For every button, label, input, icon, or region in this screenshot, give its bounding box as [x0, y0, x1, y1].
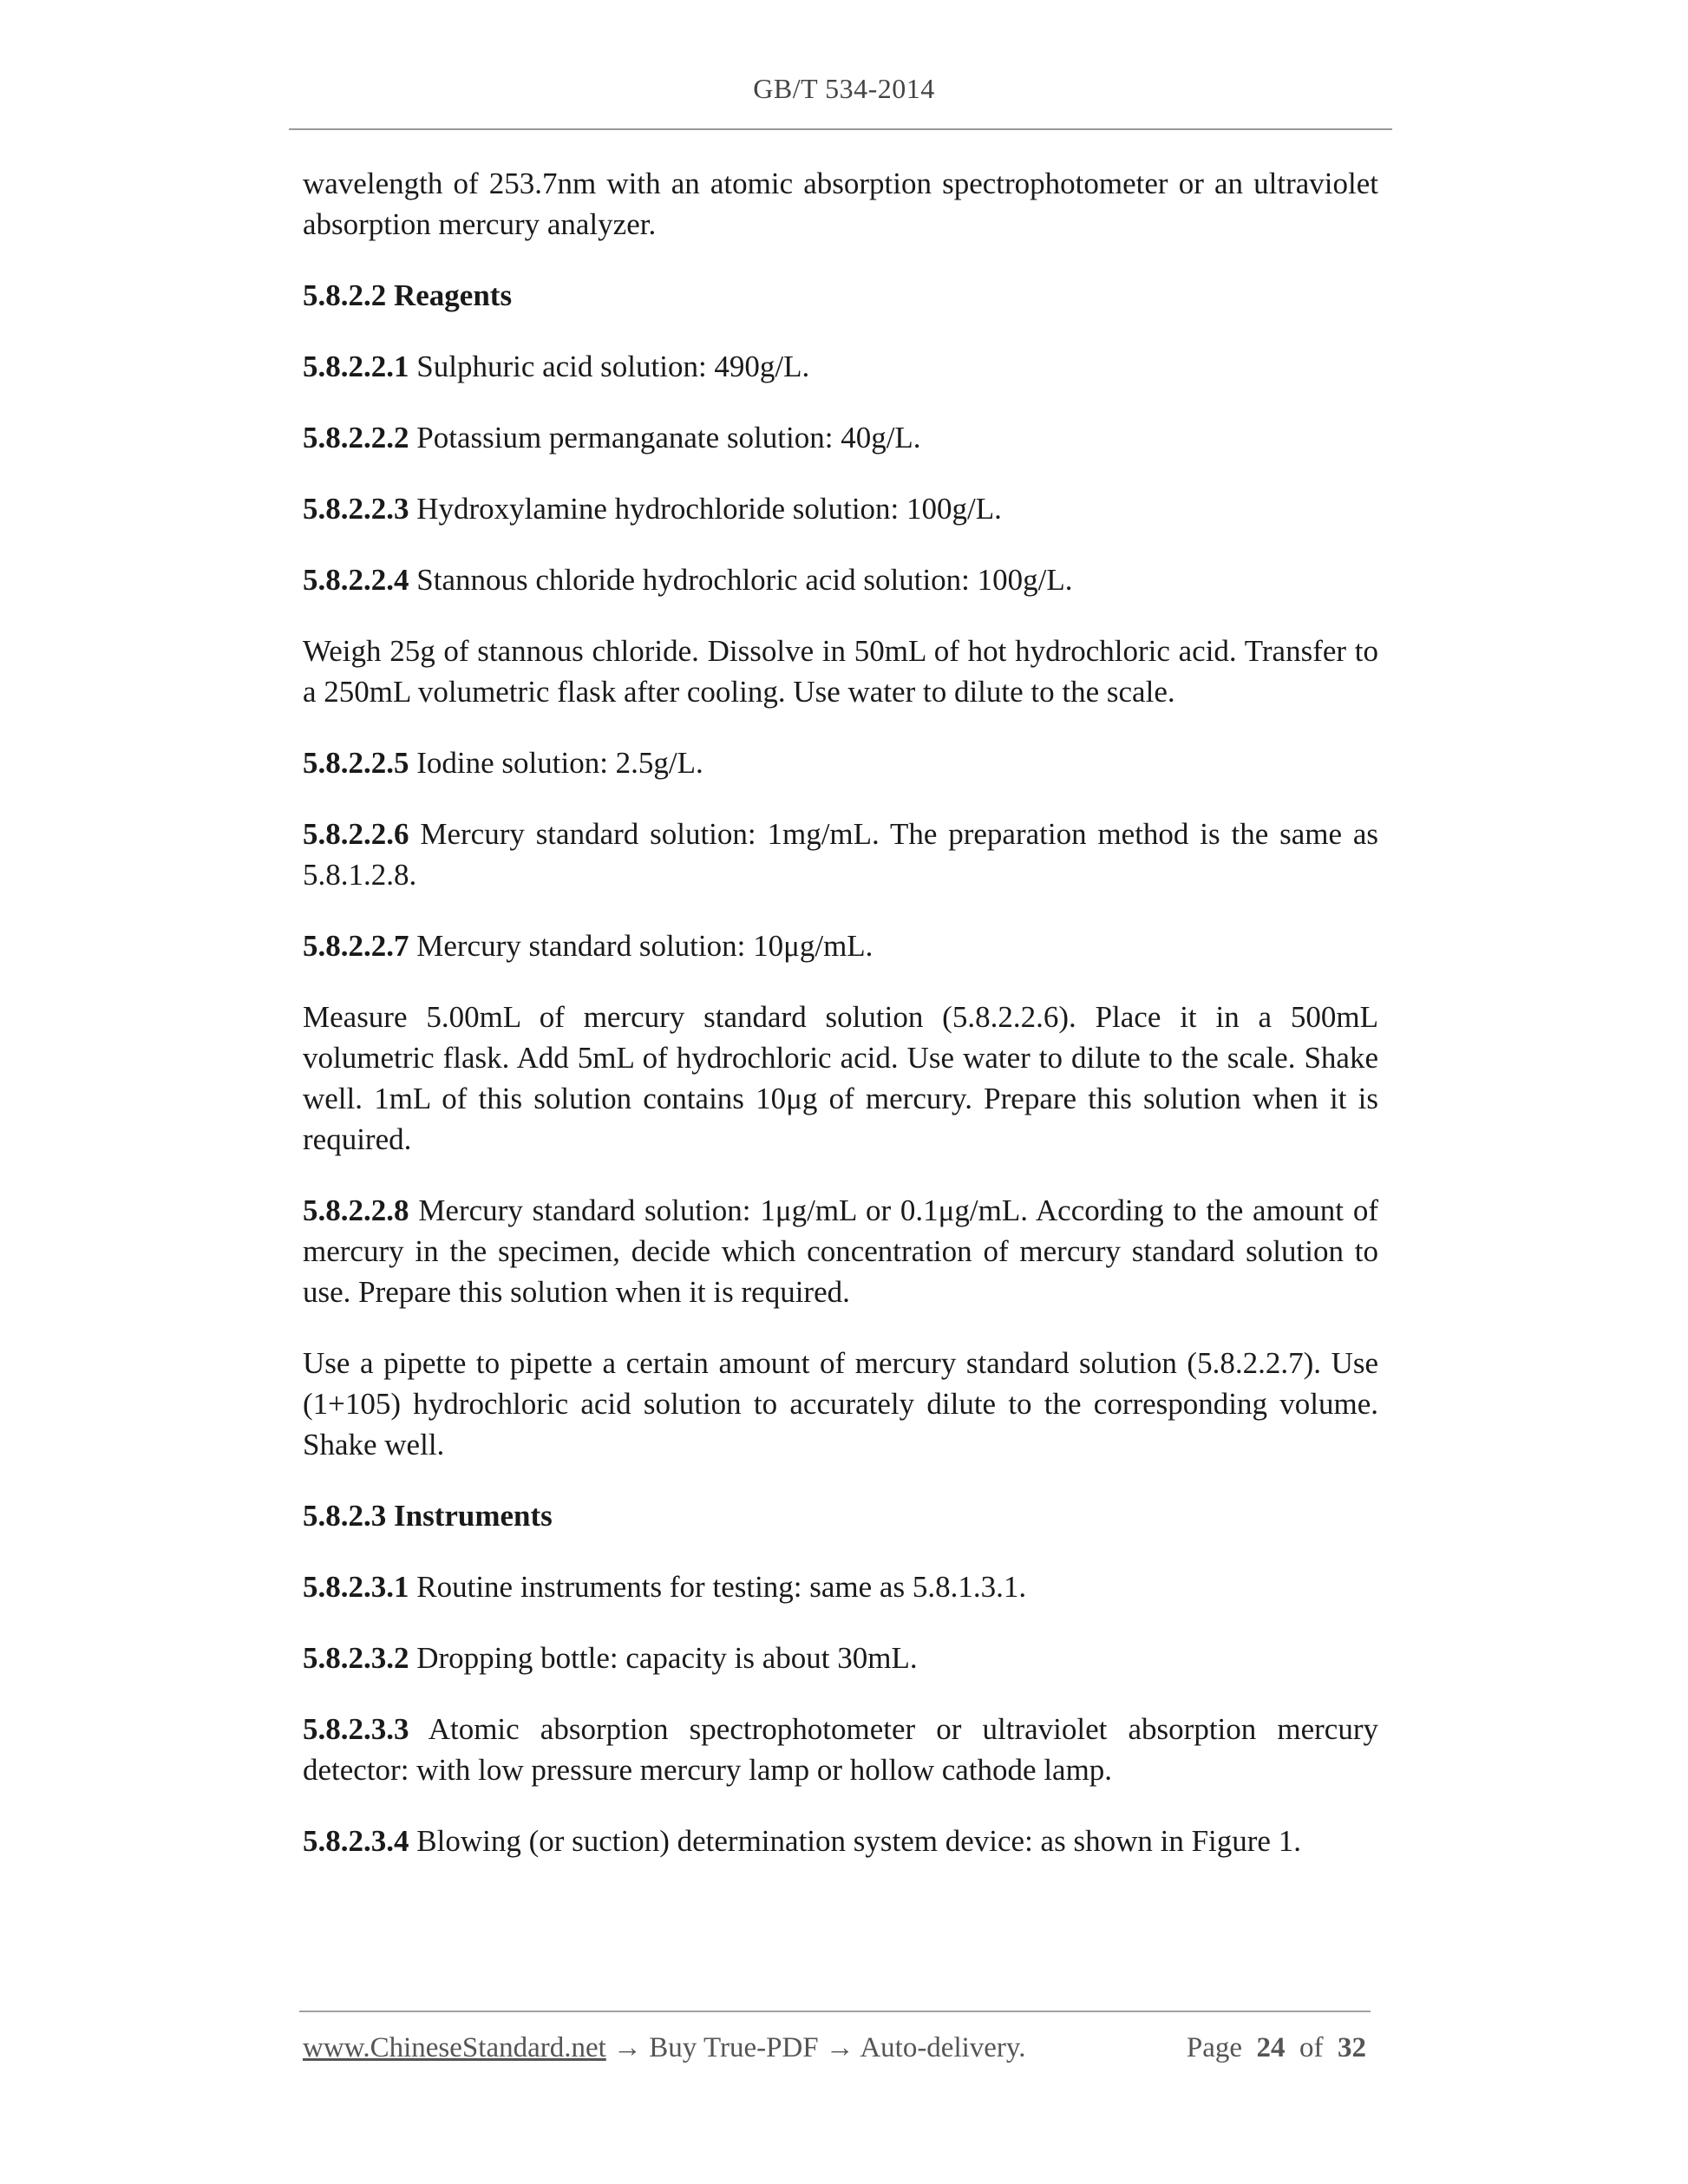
clause-number: 5.8.2.2.4 [303, 563, 409, 597]
clause [303, 925, 1378, 966]
clause-number: 5.8.2.2.2 [303, 421, 409, 454]
section-heading: 5.8.2.3 Instruments [303, 1499, 553, 1533]
buy-pdf-text: Buy True-PDF [649, 2032, 819, 2063]
clause-number: 5.8.2.3.3 [303, 1712, 409, 1746]
clause-text: Stannous chloride hydrochloric acid solution: 100g/L. [409, 563, 1073, 597]
clause-text: Mercury standard solution: 1mg/mL. The preparation method is the same as 5.8.1.2.8. [303, 817, 1378, 892]
clause-number: 5.8.2.2.6 [303, 817, 409, 851]
header-divider [289, 128, 1392, 130]
paragraph: wavelength of 253.7nm with an atomic absorption spectrophotometer or an ultraviolet absorption mercury analyzer. [303, 167, 1378, 241]
arrow-icon: → [605, 2032, 650, 2063]
clause-number: 5.8.2.3.2 [303, 1641, 409, 1675]
clause [303, 1638, 1378, 1678]
footer-divider [299, 2011, 1371, 2012]
clause-text: Routine instruments for testing: same as 5.8.1.3.1. [409, 1570, 1027, 1604]
clause [303, 346, 1378, 387]
paragraph: Weigh 25g of stannous chloride. Dissolve in 50mL of hot hydrochloric acid. Transfer to a 250mL volumetric flask after cooling. Use water to dilute to the scale. [303, 634, 1378, 709]
clause-number: 5.8.2.2.3 [303, 492, 409, 526]
clause-text: Atomic absorption spectrophotometer or ultraviolet absorption mercury detector: with low pressure mercury lamp or hollow cathode lamp. [303, 1712, 1378, 1787]
document-body [303, 163, 1378, 1892]
clause [303, 1566, 1378, 1607]
clause-number: 5.8.2.2.7 [303, 929, 409, 963]
clause-text: Mercury standard solution: 10μg/mL. [409, 929, 873, 963]
clause [303, 1709, 1378, 1790]
standard-code: GB/T 534-2014 [753, 73, 935, 104]
total-pages: 32 [1338, 2032, 1366, 2063]
clause-text: Hydroxylamine hydrochloride solution: 100g/L. [409, 492, 1002, 526]
clause-number: 5.8.2.2.5 [303, 746, 409, 780]
site-link[interactable]: www.ChineseStandard.net [303, 2032, 606, 2063]
clause-number: 5.8.2.2.8 [303, 1193, 409, 1227]
page-header [0, 73, 1688, 105]
clause-text: Blowing (or suction) determination system device: as shown in Figure 1. [409, 1824, 1301, 1858]
clause [303, 1190, 1378, 1312]
clause-text: Iodine solution: 2.5g/L. [409, 746, 703, 780]
clause [303, 814, 1378, 895]
clause-text: Mercury standard solution: 1μg/mL or 0.1μg/mL. According to the amount of mercury in the specimen, decide which concentration of mercury standard solution to use. Prepare this solution when it is required. [303, 1193, 1378, 1309]
footer-promo [303, 2032, 1026, 2064]
clause [303, 559, 1378, 600]
clause-text: Potassium permanganate solution: 40g/L. [409, 421, 921, 454]
clause [303, 417, 1378, 458]
clause-number: 5.8.2.3.1 [303, 1570, 409, 1604]
paragraph: Measure 5.00mL of mercury standard solution (5.8.2.2.6). Place it in a 500mL volumetric flask. Add 5mL of hydrochloric acid. Use water to dilute to the scale. Shake well. 1mL of this solution contains 10μg of mercury. Prepare this solution when it is required. [303, 1000, 1378, 1156]
clause-number: 5.8.2.2.1 [303, 350, 409, 383]
section-heading: 5.8.2.2 Reagents [303, 278, 513, 312]
clause-text: Dropping bottle: capacity is about 30mL. [409, 1641, 918, 1675]
clause [303, 742, 1378, 783]
of-label: of [1299, 2032, 1324, 2063]
page-counter [1187, 2032, 1366, 2064]
page-label: Page [1186, 2032, 1242, 2063]
clause [303, 488, 1378, 529]
clause-number: 5.8.2.3.4 [303, 1824, 409, 1858]
current-page: 24 [1256, 2032, 1286, 2063]
auto-delivery-text: Auto-delivery. [860, 2032, 1026, 2063]
paragraph: Use a pipette to pipette a certain amount of mercury standard solution (5.8.2.2.7). Use (1+105) hydrochloric acid solution to accurately dilute to the corresponding volume. Shake well. [303, 1346, 1378, 1461]
arrow-icon: → [818, 2032, 860, 2063]
clause-text: Sulphuric acid solution: 490g/L. [409, 350, 810, 383]
clause [303, 1821, 1378, 1861]
